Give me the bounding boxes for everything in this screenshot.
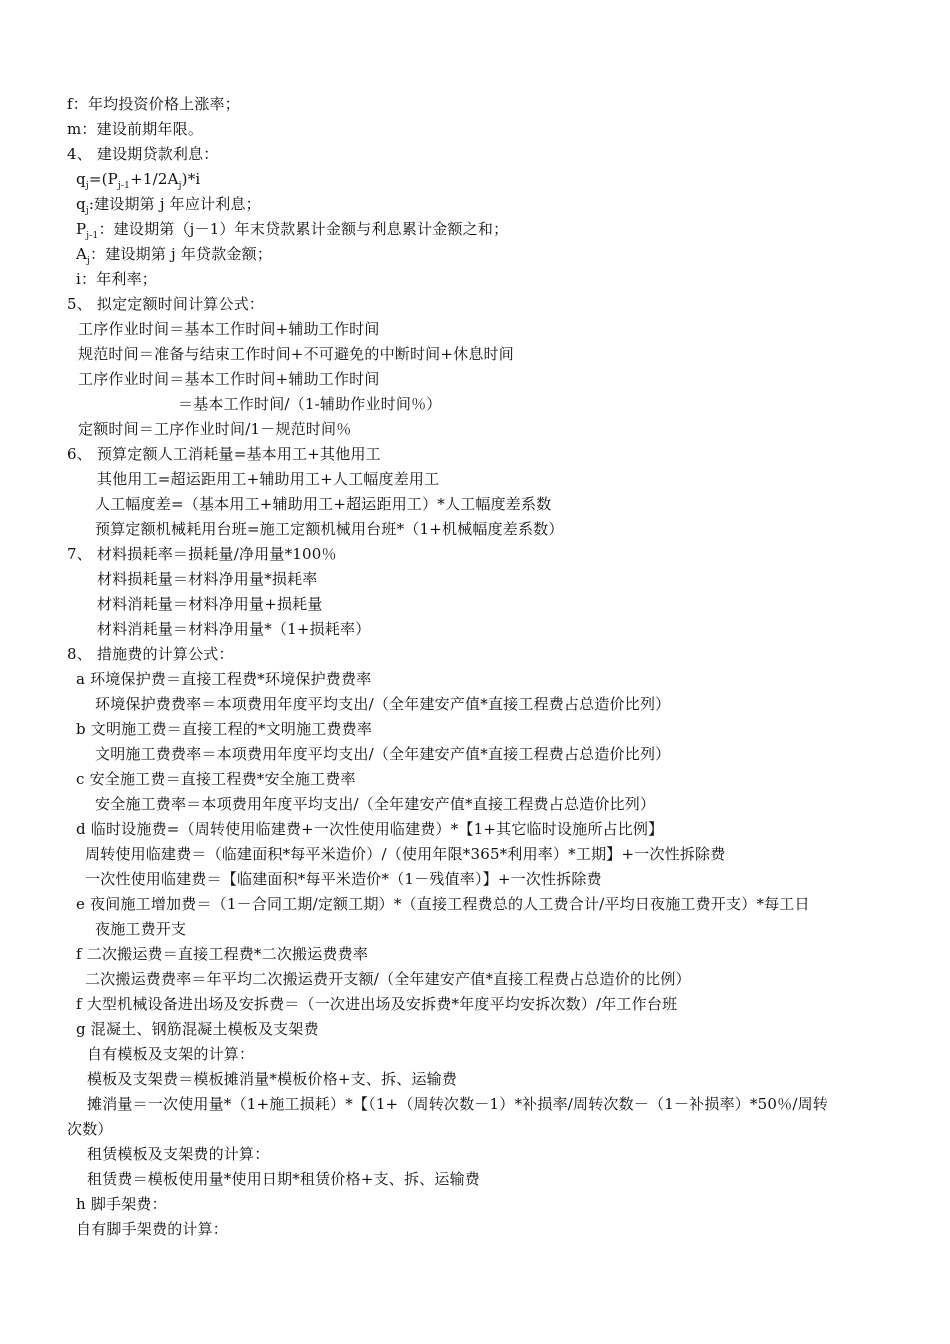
formula-line: c 安全施工费＝直接工程费*安全施工费率 <box>76 770 356 788</box>
formula-line: g 混凝土、钢筋混凝土模板及支架费 <box>76 1020 319 1038</box>
formula-line: ＝基本工作时间/（1-辅助作业时间％） <box>178 395 442 413</box>
text-line: h 脚手架费： <box>76 1195 167 1213</box>
formula-line: $q_j=(P_{j-1}+1/2A_j)*i$ <box>76 170 201 191</box>
formula-line: 夜施工费开支 <box>95 920 187 938</box>
formula-line: 周转使用临建费＝（临建面积*每平米造价）/（使用年限*365*利用率）*工期】+一次性拆除费 <box>85 845 726 863</box>
text-line: m：建设前期年限。 <box>67 120 204 138</box>
formula-line: 环境保护费费率＝本项费用年度平均支出/（全年建安产值*直接工程费占总造价比列） <box>95 695 671 713</box>
formula-line: 定额时间＝工序作业时间/1－规范时间％ <box>78 420 352 438</box>
formula-line: e 夜间施工增加费＝（1－合同工期/定额工期）*（直接工程费总的人工费合计/平均日夜施工费开支）*每工日 <box>76 895 810 913</box>
text-line: 自有脚手架费的计算： <box>76 1220 229 1238</box>
formula-line: 租赁费＝模板使用量*使用日期*租赁价格+支、拆、运输费 <box>87 1170 480 1188</box>
text-line: $P_{j-1}$：建设期第（j－1）年末贷款累计金额与利息累计金额之和； <box>76 220 509 241</box>
formula-line: 材料消耗量＝材料净用量+损耗量 <box>97 595 323 613</box>
formula-line: f 大型机械设备进出场及安拆费＝（一次进出场及安拆费*年度平均安拆次数）/年工作台班 <box>76 995 678 1013</box>
section-heading: 7、 材料损耗率＝损耗量/净用量*100％ <box>67 545 337 563</box>
formula-line: d 临时设施费=（周转使用临建费+一次性使用临建费）*【1+其它临时设施所占比例】 <box>76 820 664 838</box>
section-heading: 6、 预算定额人工消耗量=基本用工+其他用工 <box>67 445 381 463</box>
formula-line: 材料损耗量＝材料净用量*损耗率 <box>97 570 318 588</box>
formula-line: 工序作业时间＝基本工作时间+辅助工作时间 <box>78 320 380 338</box>
formula-line: 安全施工费率＝本项费用年度平均支出/（全年建安产值*直接工程费占总造价比列） <box>95 795 656 813</box>
text-line: $A_j$：建设期第 j 年贷款金额； <box>76 245 273 266</box>
formula-line: 二次搬运费费率＝年平均二次搬运费开支额/（全年建安产值*直接工程费占总造价的比例） <box>85 970 691 988</box>
formula-line: 材料消耗量＝材料净用量*（1+损耗率） <box>97 620 371 638</box>
formula-line: 摊消量＝一次使用量*（1+施工损耗）*【（1+（周转次数－1）*补损率/周转次数－（1－补损率）*50％/周转 <box>87 1095 829 1113</box>
text-line: 租赁模板及支架费的计算： <box>87 1145 270 1163</box>
formula-line: 预算定额机械耗用台班=施工定额机械用台班*（1+机械幅度差系数） <box>95 520 564 538</box>
text-line: 自有模板及支架的计算： <box>87 1045 255 1063</box>
formula-line: 次数） <box>67 1120 113 1138</box>
formula-line: 人工幅度差=（基本用工+辅助用工+超运距用工）*人工幅度差系数 <box>95 495 552 513</box>
formula-line: 规范时间＝准备与结束工作时间+不可避免的中断时间+休息时间 <box>78 345 514 363</box>
formula-line: 模板及支架费＝模板摊消量*模板价格+支、拆、运输费 <box>87 1070 458 1088</box>
section-heading: 8、 措施费的计算公式： <box>67 645 234 663</box>
text-line: i：年利率； <box>76 270 157 288</box>
formula-line: 工序作业时间＝基本工作时间+辅助工作时间 <box>78 370 380 388</box>
formula-line: 一次性使用临建费＝【临建面积*每平米造价*（1－残值率）】+一次性拆除费 <box>85 870 602 888</box>
text-line: f：年均投资价格上涨率； <box>67 95 240 113</box>
section-heading: 5、 拟定定额时间计算公式： <box>67 295 265 313</box>
section-heading: 4、 建设期贷款利息： <box>67 145 219 163</box>
text-line: $q_j$:建设期第 j 年应计利息； <box>76 195 261 216</box>
formula-line: 文明施工费费率＝本项费用年度平均支出/（全年建安产值*直接工程费占总造价比列） <box>95 745 671 763</box>
formula-line: b 文明施工费＝直接工程的*文明施工费费率 <box>76 720 373 738</box>
formula-line: a 环境保护费＝直接工程费*环境保护费费率 <box>76 670 372 688</box>
formula-line: 其他用工=超运距用工+辅助用工+人工幅度差用工 <box>97 470 440 488</box>
formula-line: f 二次搬运费＝直接工程费*二次搬运费费率 <box>76 945 369 963</box>
